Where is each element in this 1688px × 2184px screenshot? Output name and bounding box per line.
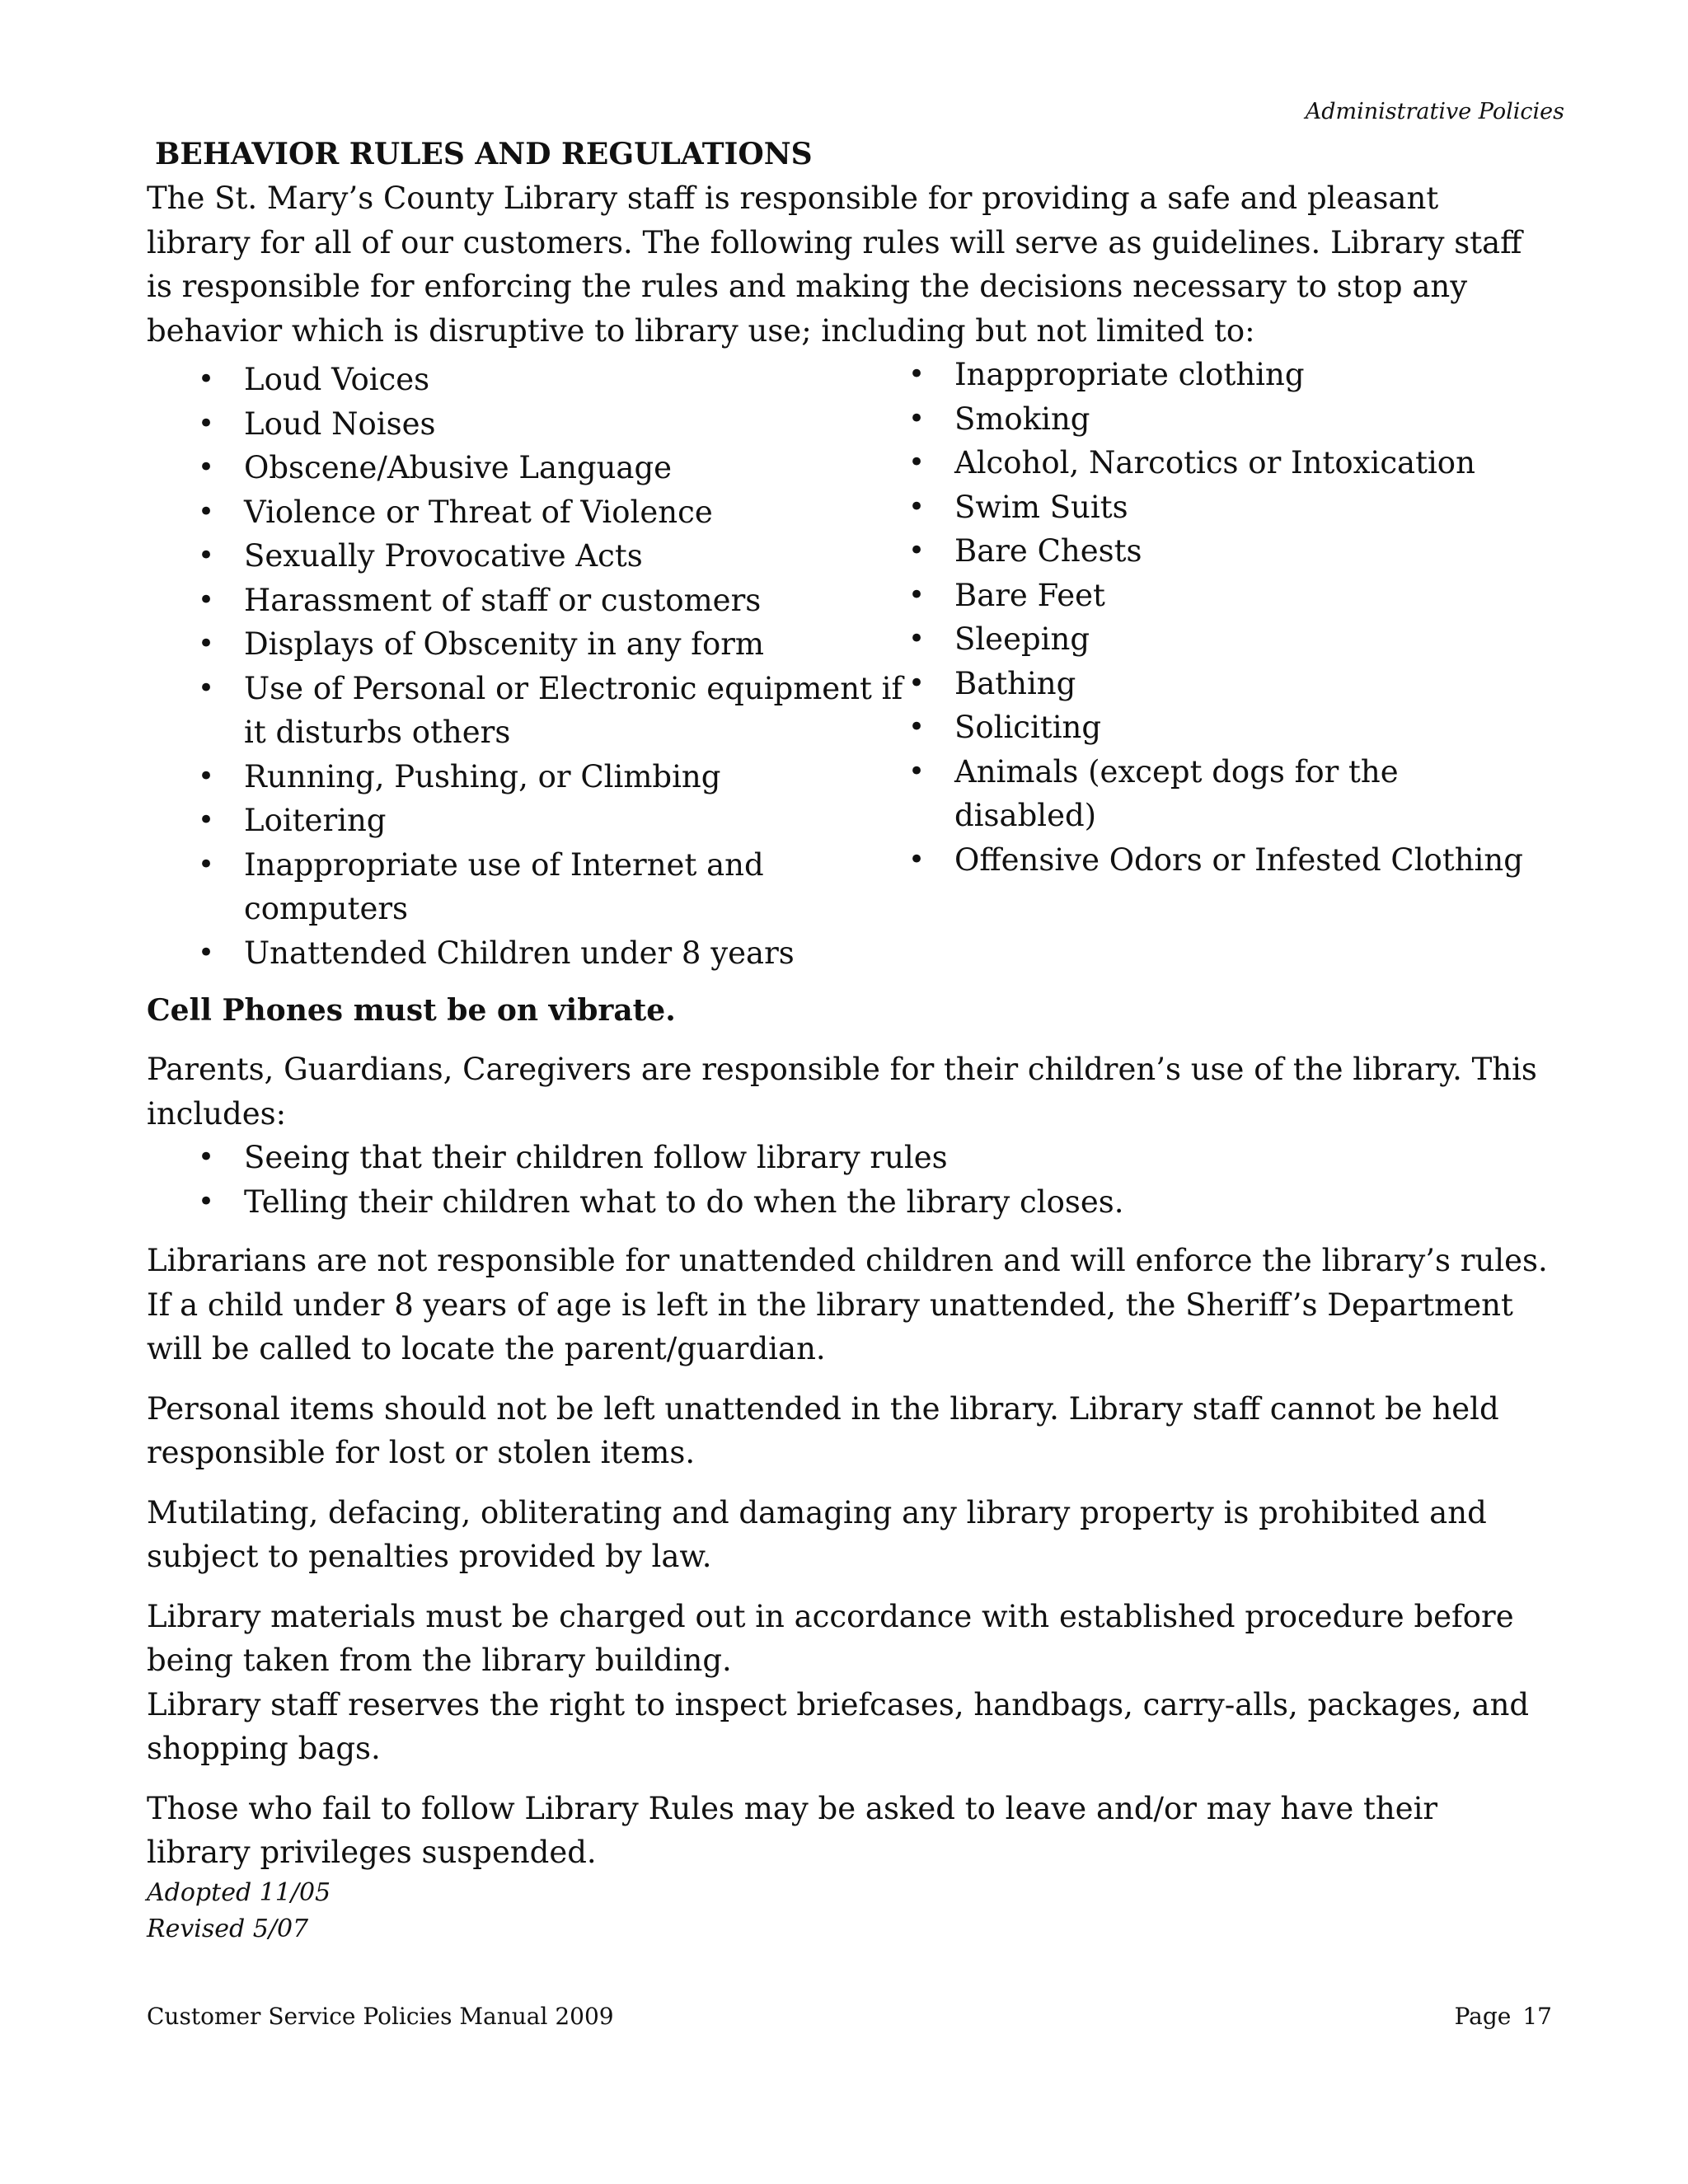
rule-item: • Loitering xyxy=(147,799,905,843)
rule-item: • Displays of Obscenity in any form xyxy=(147,622,905,667)
rule-item: • Unattended Children under 8 years xyxy=(147,931,905,976)
rule-item: • Inappropriate use of Internet and computers xyxy=(147,843,905,931)
rule-item: • Harassment of staff or customers xyxy=(147,579,905,623)
rule-item: • Offensive Odors or Infested Clothing xyxy=(905,838,1548,883)
rule-item: • Loud Voices xyxy=(147,358,905,402)
page-number: 17 xyxy=(1522,2003,1552,2030)
rule-item: • Use of Personal or Electronic equipment if it disturbs others xyxy=(147,667,905,755)
intro-paragraph: The St. Mary’s County Library staff is responsible for providing a safe and pleasant library for all of our customers. The following rules will serve as guidelines. Library staff is responsible for enforcing the rules and making the decisions necessary to stop any behavior which is disruptive to library use; including but not limited to: xyxy=(147,180,1522,349)
footer-manual-title: Customer Service Policies Manual 2009 xyxy=(147,2003,614,2030)
rule-item: • Running, Pushing, or Climbing xyxy=(147,755,905,799)
fail-paragraph: Those who fail to follow Library Rules may be asked to leave and/or may have their library privileges suspended. xyxy=(147,1790,1438,1870)
rule-item: • Violence or Threat of Violence xyxy=(147,490,905,535)
page-label: Page xyxy=(1454,2003,1512,2030)
parents-item: • Telling their children what to do when the library closes. xyxy=(147,1180,1548,1225)
footer-page-number xyxy=(1455,2003,1552,2030)
materials-paragraph: Library materials must be charged out in accordance with established procedure before being taken from the library building. xyxy=(147,1598,1514,1678)
rule-item: • Sexually Provocative Acts xyxy=(147,534,905,579)
personal-items-paragraph: Personal items should not be left unattended in the library. Library staff cannot be held responsible for lost or stolen items. xyxy=(147,1390,1499,1470)
section-title: BEHAVIOR RULES AND REGULATIONS xyxy=(155,137,813,171)
mutilating-paragraph: Mutilating, defacing, obliterating and damaging any library property is prohibited and subject to penalties provided by law. xyxy=(147,1494,1487,1574)
rule-item: • Bare Chests xyxy=(905,529,1548,574)
rule-item: • Soliciting xyxy=(905,705,1548,750)
parents-item: • Seeing that their children follow library rules xyxy=(147,1136,1548,1180)
parents-list xyxy=(147,1136,1548,1224)
rule-item: • Animals (except dogs for the disabled) xyxy=(905,750,1548,838)
rules-left-column xyxy=(147,358,905,975)
rule-item: • Bathing xyxy=(905,662,1548,706)
rule-item: • Sleeping xyxy=(905,617,1548,662)
librarians-paragraph: Librarians are not responsible for unattended children and will enforce the library’s rules. If a child under 8 years of age is left in the library unattended, the Sheriff’s Department will be called to locate the parent/guardian. xyxy=(147,1243,1548,1366)
rule-item: • Inappropriate clothing xyxy=(905,353,1548,397)
rule-item: • Swim Suits xyxy=(905,485,1548,530)
running-header: Administrative Policies xyxy=(1305,99,1564,124)
rule-item: • Bare Feet xyxy=(905,574,1548,618)
revised-date: Revised 5/07 xyxy=(147,1914,309,1943)
rule-item: • Smoking xyxy=(905,397,1548,442)
rules-left-list xyxy=(147,358,905,975)
cell-phone-notice: Cell Phones must be on vibrate. xyxy=(147,993,676,1028)
rules-right-column xyxy=(905,353,1548,975)
rule-item: • Alcohol, Narcotics or Intoxication xyxy=(905,441,1548,485)
rule-item: • Obscene/Abusive Language xyxy=(147,446,905,490)
rules-right-list xyxy=(905,353,1548,882)
parents-paragraph: Parents, Guardians, Caregivers are responsible for their children’s use of the library. This includes: xyxy=(147,1052,1537,1132)
adopted-date: Adopted 11/05 xyxy=(147,1877,331,1907)
inspect-paragraph: Library staff reserves the right to inspect briefcases, handbags, carry-alls, packages, and shopping bags. xyxy=(147,1686,1530,1766)
rule-item: • Loud Noises xyxy=(147,402,905,447)
page-content xyxy=(147,132,1548,1947)
rules-columns xyxy=(147,358,1548,975)
